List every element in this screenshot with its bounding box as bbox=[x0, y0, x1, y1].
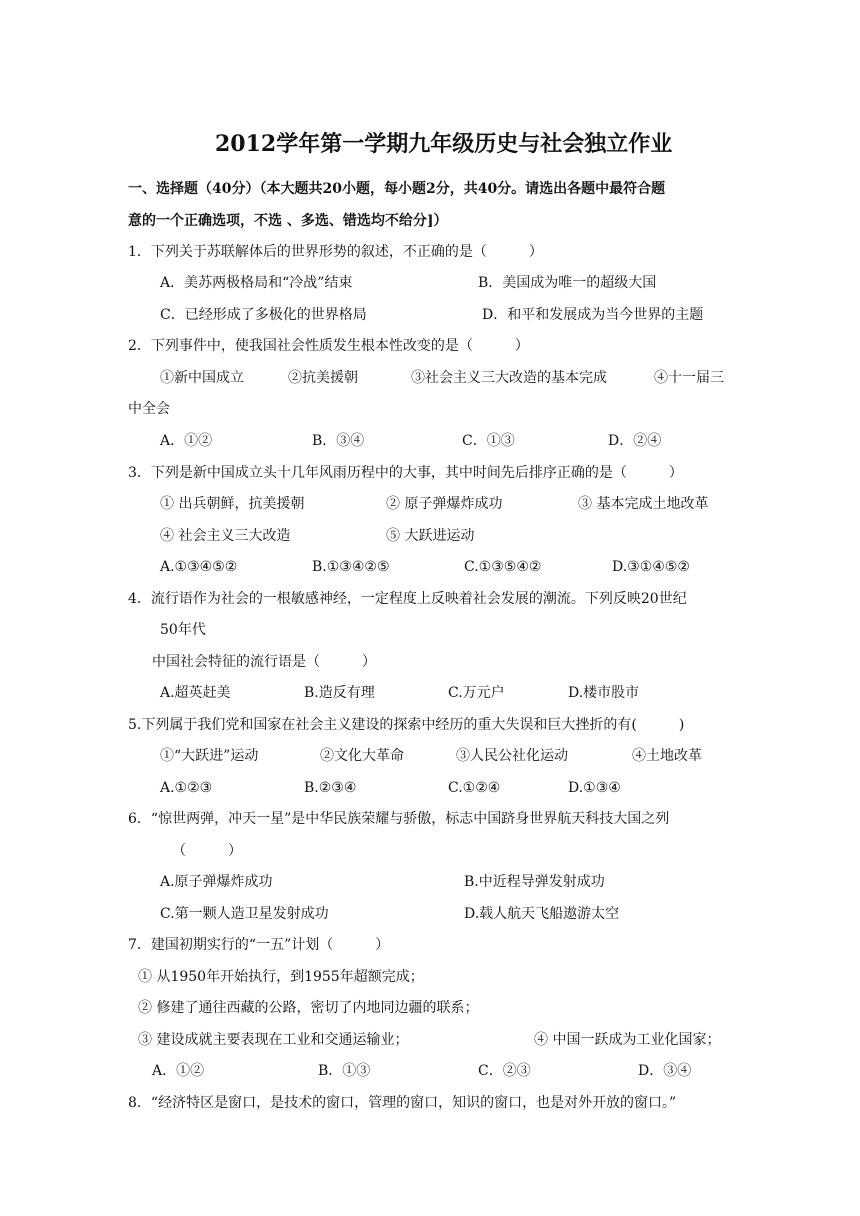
section-heading-line-1: 一、选择题（40分）（本大题共20小题，每小题2分，共40分。请选出各题中最符合题 bbox=[128, 181, 666, 197]
q5-item-4: ④土地改革 bbox=[632, 748, 702, 764]
q3-stem: 3．下列是新中国成立头十几年风雨历程中的大事，其中时间先后排序正确的是（ ） bbox=[128, 465, 683, 481]
q7-option-b: B．①③ bbox=[318, 1063, 371, 1079]
q2-option-a: A．①② bbox=[160, 433, 213, 449]
q2-item-2: ②抗美援朝 bbox=[288, 370, 358, 386]
q7-option-c: C．②③ bbox=[478, 1063, 531, 1079]
q1-option-c: C．已经形成了多极化的世界格局 bbox=[160, 307, 367, 323]
q1-option-b: B．美国成为唯一的超级大国 bbox=[478, 275, 657, 291]
q4-stem-line-3: 中国社会特征的流行语是（ ） bbox=[152, 654, 376, 670]
q7-stem: 7．建国初期实行的“一五”计划（ ） bbox=[128, 937, 390, 953]
q8-stem: 8．“经济特区是窗口，是技术的窗口，管理的窗口，知识的窗口，也是对外开放的窗口。” bbox=[128, 1095, 677, 1111]
q7-item-2: ② 修建了通往西藏的公路，密切了内地同边疆的联系； bbox=[138, 1000, 479, 1016]
q2-item-1: ①新中国成立 bbox=[160, 370, 244, 386]
q7-item-1: ① 从1950年开始执行，到1955年超额完成； bbox=[138, 969, 424, 985]
q4-stem-line-1: 4．流行语作为社会的一根敏感神经，一定程度上反映着社会发展的潮流。下列反映20世纪 bbox=[128, 591, 687, 607]
q6-stem-line-1: 6．“惊世两弹，冲天一星”是中华民族荣耀与骄傲，标志中国跻身世界航天科技大国之列 bbox=[128, 811, 670, 827]
q4-option-d: D.楼市股市 bbox=[568, 685, 640, 701]
q3-option-c: C.①③⑤④② bbox=[464, 559, 542, 575]
q6-option-d: D.载人航天飞船遨游太空 bbox=[464, 906, 620, 922]
q1-option-a: A．美苏两极格局和“冷战”结束 bbox=[160, 275, 353, 291]
q5-item-1: ①“大跃进”运动 bbox=[160, 748, 259, 764]
q2-item-4-cont: 中全会 bbox=[128, 401, 170, 417]
q3-option-d: D.③①④⑤② bbox=[612, 559, 690, 575]
section-heading-line-2: 意的一个正确选项，不选 、多选、错选均不给分]） bbox=[128, 213, 448, 229]
q7-option-a: A．①② bbox=[152, 1063, 205, 1079]
q2-option-d: D．②④ bbox=[608, 433, 662, 449]
q2-option-c: C．①③ bbox=[462, 433, 515, 449]
q7-item-4: ④ 中国一跃成为工业化国家； bbox=[534, 1032, 721, 1048]
q6-option-c: C.第一颗人造卫星发射成功 bbox=[160, 906, 329, 922]
q1-option-d: D．和平和发展成为当今世界的主题 bbox=[482, 307, 704, 323]
q7-option-d: D．③④ bbox=[638, 1063, 692, 1079]
q1-stem: 1．下列关于苏联解体后的世界形势的叙述，不正确的是（ ） bbox=[128, 244, 543, 260]
q4-stem-line-2: 50年代 bbox=[160, 622, 206, 638]
q5-option-a: A.①②③ bbox=[160, 780, 213, 796]
q5-option-d: D.①③④ bbox=[568, 780, 621, 796]
q4-option-a: A.超英赶美 bbox=[160, 685, 231, 701]
q5-option-b: B.②③④ bbox=[304, 780, 357, 796]
q3-option-b: B.①③④②⑤ bbox=[312, 559, 390, 575]
q7-item-3: ③ 建设成就主要表现在工业和交通运输业； bbox=[138, 1032, 409, 1048]
q3-item-5: ⑤ 大跃进运动 bbox=[386, 528, 475, 544]
q5-item-2: ②文化大革命 bbox=[320, 748, 404, 764]
q6-option-a: A.原子弹爆炸成功 bbox=[160, 874, 273, 890]
q4-option-b: B.造反有理 bbox=[304, 685, 375, 701]
q3-item-2: ② 原子弹爆炸成功 bbox=[386, 496, 503, 512]
q5-item-3: ③人民公社化运动 bbox=[456, 748, 568, 764]
q3-option-a: A.①③④⑤② bbox=[160, 559, 238, 575]
q6-stem-line-2: （ ） bbox=[172, 843, 242, 859]
q5-stem: 5.下列属于我们党和国家在社会主义建设的探索中经历的重大失误和巨大挫折的有( ) bbox=[128, 717, 685, 733]
q3-item-4: ④ 社会主义三大改造 bbox=[160, 528, 291, 544]
q2-stem: 2．下列事件中，使我国社会性质发生根本性改变的是（ ） bbox=[128, 338, 529, 354]
q2-item-3: ③社会主义三大改造的基本完成 bbox=[411, 370, 607, 386]
q2-option-b: B．③④ bbox=[312, 433, 365, 449]
q5-option-c: C.①②④ bbox=[448, 780, 501, 796]
q4-option-c: C.万元户 bbox=[448, 685, 505, 701]
q6-option-b: B.中近程导弹发射成功 bbox=[464, 874, 605, 890]
q3-item-3: ③ 基本完成土地改革 bbox=[578, 496, 709, 512]
q2-item-4: ④十一届三 bbox=[654, 370, 724, 386]
page-title: 2012学年第一学期九年级历史与社会独立作业 bbox=[215, 131, 673, 157]
q3-item-1: ① 出兵朝鲜，抗美援朝 bbox=[160, 496, 305, 512]
